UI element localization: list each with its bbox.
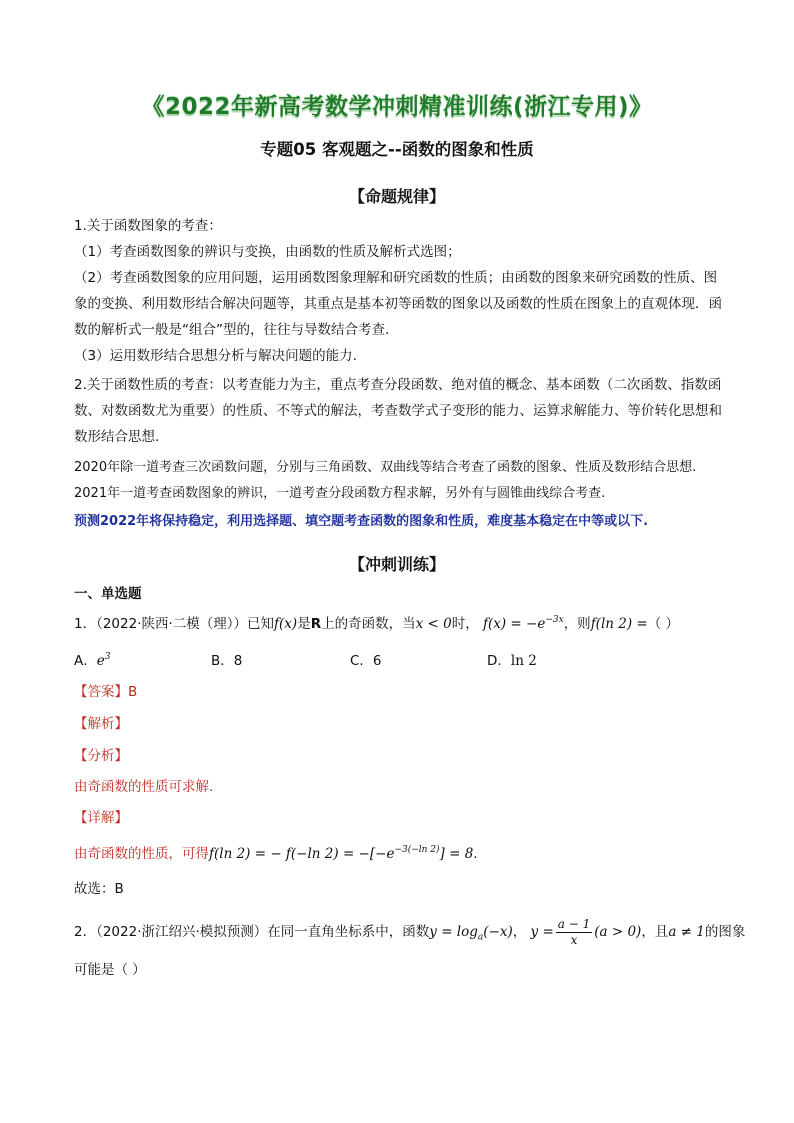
rules-point-2: 2.关于函数性质的考查：以考查能力为主，重点考查分段函数、绝对值的概念、基本函数（二次函数、指数函数、对数函数尤为重要）的性质、不等式的解法，考查数学式子变形的能力、运算求解能力、等价转化思想和数形结合思想.	[74, 377, 722, 445]
q1-function-def	[483, 616, 564, 632]
rules-point-1a: （1）考查函数图象的辨识与变换，由函数的性质及解析式选图；	[74, 244, 461, 260]
question-2-stem	[74, 917, 745, 948]
q1-detail-formula	[209, 846, 473, 862]
q1-func-exp: −3x	[545, 615, 564, 625]
rules-point-1b: （2）考查函数图象的应用问题，运用函数图象理解和研究函数的性质；由函数的图象来研究函数的性质、图象的变换、利用数形结合解决问题等，其重点是基本初等函数的图象以及函数的性质在图象上的直观体现．函数的解析式一般是“组合”型的，往往与导数结合考查.	[74, 270, 722, 338]
q1-option-d	[487, 651, 537, 671]
q2-numerator: a − 1	[557, 917, 591, 931]
q1-text: 时，	[451, 616, 479, 632]
q1-answer-blank: （ ）	[647, 616, 680, 632]
q1-analysis-label: 【分析】	[74, 748, 128, 764]
q1-condition: x < 0	[415, 616, 452, 632]
q2-fraction	[556, 917, 592, 948]
q2-rational-function	[530, 917, 642, 947]
option-value: e	[96, 653, 105, 669]
q2-f1: y = log	[429, 924, 478, 940]
q2-f1-base: a	[477, 932, 484, 943]
q2-text: ，且	[641, 924, 669, 940]
option-label: D．	[487, 653, 511, 669]
q2-condition: (a > 0)	[594, 924, 642, 940]
question-2-line2: 可能是（ ）	[74, 962, 146, 978]
q2-text: 的图象	[704, 924, 746, 940]
q1-explanation-label: 【解析】	[74, 716, 128, 732]
option-value: ln 2	[510, 653, 537, 669]
part-label: 一、单选题	[74, 586, 142, 602]
section-heading-training: 【冲刺训练】	[348, 555, 445, 574]
q1-fx: f(x)	[274, 616, 298, 632]
q2-neq: a ≠ 1	[668, 924, 705, 940]
formula-part: f(ln 2) = − f(−ln 2) = −[−e	[209, 846, 395, 862]
document-title: 《2022年新高考数学冲刺精准训练(浙江专用)》	[141, 94, 653, 120]
q1-detail-label: 【详解】	[74, 810, 128, 826]
q1-answer: 【答案】B	[74, 684, 138, 700]
section-heading-rules: 【命题规律】	[348, 187, 445, 206]
q2-source: 2．（2022·浙江绍兴·模拟预测）在同一直角坐标系中，函数	[74, 924, 430, 940]
q1-option-c: C．6	[350, 653, 382, 669]
q1-detail-solution	[74, 844, 478, 864]
q1-source: 1．（2022·陕西·二模（理））已知	[74, 616, 275, 632]
option-label: A．	[74, 653, 97, 669]
option-exp: 3	[104, 652, 111, 662]
topic-subtitle: 专题05 客观题之--函数的图象和性质	[260, 140, 534, 159]
q1-option-b: B．8	[211, 653, 243, 669]
q1-analysis-text: 由奇函数的性质可求解.	[74, 779, 214, 795]
q2-text: ，	[512, 924, 527, 940]
q1-real-set: R	[310, 616, 322, 632]
q1-text: ，则	[563, 616, 591, 632]
q1-text: 上的奇函数，当	[321, 616, 416, 632]
q2-y: y =	[530, 924, 554, 940]
q1-choice: 故选：B	[74, 881, 124, 897]
q2-log-function	[429, 924, 513, 943]
rules-point-1: 1.关于函数图象的考查：	[74, 218, 222, 234]
rules-point-1c: （3）运用数形结合思想分析与解决问题的能力.	[74, 348, 357, 364]
formula-exp: −3(−ln 2)	[394, 845, 440, 855]
q1-func: f(x) = −e	[483, 616, 546, 632]
q2-f1-arg: (−x)	[483, 924, 513, 940]
q1-detail-text: 由奇函数的性质，可得	[74, 846, 209, 862]
q1-option-a	[74, 651, 110, 671]
q2-denominator: x	[570, 933, 578, 947]
rules-prediction: 预测2022年将保持稳定，利用选择题、填空题考查函数的图象和性质，难度基本稳定在中等或以下.	[74, 514, 649, 529]
formula-part: ] = 8	[439, 846, 474, 862]
q1-question: f(ln 2) =	[590, 616, 648, 632]
formula-period: .	[473, 846, 478, 862]
q1-text: 是	[297, 616, 311, 632]
question-1-stem	[74, 614, 679, 634]
rules-history: 2020年除一道考查三次函数问题，分别与三角函数、双曲线等结合考查了函数的图象、性质及数形结合思想. 2021年一道考查函数图象的辨识，一道考查分段函数方程求解，另外有与圆锥曲线综合考查.	[74, 460, 697, 501]
